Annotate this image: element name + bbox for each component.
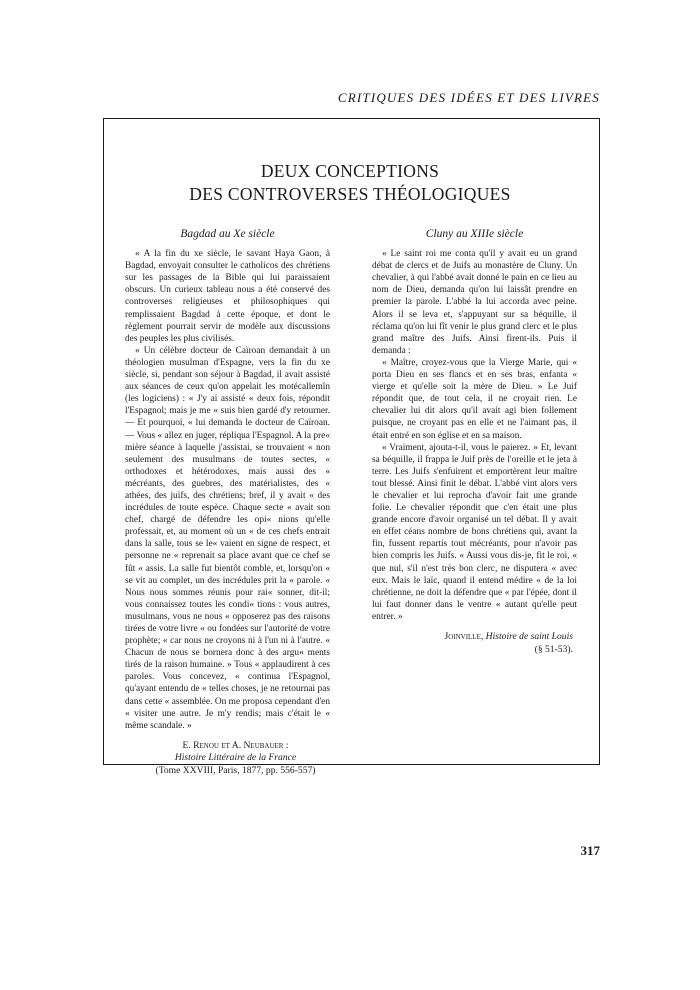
right-citation-ref: (§ 51-53). [534,643,573,655]
right-column-heading: Cluny au XIIIe siècle [425,228,524,240]
right-paragraph-1: « Le saint roi me conta qu'il y avait eu un grand débat de clercs et de Juifs au monastère de Cluny. Un chevalier, à qui l'abbé avait donné le pain en ce lieu au nom de Dieu, demanda qu'on lui laissât prendre en premier la parole. L'abbé la lui accorda avec peine. Alors il se leva et, s'appuyant sur sa béquille, il réclama qu'on lui fît venir le plus grand clerc et le plus grand maître des Juifs. Ainsi firent-ils. Puis il demanda : [372,249,577,356]
right-column [372,228,577,656]
left-column [125,228,330,777]
left-paragraph-1: « A la fin du xe siècle, le savant Haya Gaon, à Bagdad, envoyait consulter le catholicos des chrétiens sur les passages de la Bible qui lui paraissaient obscurs. Un curieux tableau nous a été conservé des controverses religieuses et philosophiques qui remplissaient Bagdad à cette époque, et dont le règlement pourrait servir de modèle aux discussions des peuples les plus civilisés. [125,249,330,344]
article-title [0,160,700,206]
right-citation [372,631,577,656]
left-citation-authors: E. Renou et A. Neubauer : [182,739,289,751]
left-paragraph-2: « Un célèbre docteur de Caïroan demandait à un théologien musulman d'Espagne, vers la fin du xe siècle, si, pendant son séjour à Bagdad, il avait assisté aux séances de ceux qu'on appelait les motécallemîn (les logiciens) : « J'y ai assisté « deux fois, répondit l'Espagnol; mais je me « suis bien gardé d'y retourner. — Et pourquoi, « lui demanda le docteur de Caïroan. — Vous « allez en juger, répliqua l'Espagnol. A la pre« mière séance à laquelle j'assistai, se trouvaient « non seulement des musulmans de toutes sectes, « orthodoxes et hétérodoxes, mais aussi des « mécréants, des guebres, des matérialistes, des « athées, des juifs, des chrétiens; bref, il y avait « des incrédules de toute espèce. Chaque secte « avait son chef, chargé de défendre les opi« nions qu'elle professait, et, au moment où un « de ces chefs entrait dans la salle, tous se le« vaient en signe de respect, et personne ne « reprenait sa place avant que ce chef se fût « assis. La salle fut bientôt comble, et, lorsqu'on « se vit au complet, un des incrédules prit la « parole. « Nous nous sommes réunis pour rai« sonner, dit-il; vous connaissez toutes les condi« tions : vous autres, musulmans, vous ne nous « opposerez pas des raisons tirées de votre livre « ou fondées sur l'autorité de votre prophète; « car nous ne croyons ni à l'un ni à l'autre. « Chacun de nous se bornera donc à des argu« ments tirés de la raison humaine. » Tous « applaudirent à ces paroles. Vous concevez, « continua l'Espagnol, qu'ayant entendu de « telles choses, je ne retournai pas dans cette « assemblée. On me proposa cependant d'en « visiter une autre. Je m'y rendis; mais c'était le « même scandale. » [125,345,330,731]
title-line-2: DES CONTROVERSES THÉOLOGIQUES [189,184,511,204]
running-head: CRITIQUES DES IDÉES ET DES LIVRES [337,90,600,105]
left-column-heading: Bagdad au Xe siècle [180,228,275,240]
page-number: 317 [580,843,600,858]
left-citation-ref: (Tome XXVIII, Paris, 1877, pp. 556-557) [155,764,316,776]
right-citation-author: Joinville, [444,631,484,642]
left-citation-work: Histoire Littéraire de la France [174,752,297,764]
title-line-1: DEUX CONCEPTIONS [260,161,440,181]
right-paragraph-2: « Maître, croyez-vous que la Vierge Marie, qui « porta Dieu en ses flancs et en ses bras, enfanta « vierge et qu'elle soit la mère de Dieu. » Le Juif répondit que, de tout cela, il ne croyait rien. Le chevalier lui dit alors qu'il avait agi bien follement puisque, ne croyant pas en elle et ne l'aimant pas, il était entré en son église et en sa maison. [372,357,577,441]
left-citation [125,740,330,778]
right-citation-work: Histoire de saint Louis [485,631,573,642]
right-paragraph-3: « Vraiment, ajouta-t-il, vous le paierez. » Et, levant sa béquille, il frappa le Juif près de l'oreille et le jeta à terre. Les Juifs s'enfuirent et emportèrent leur maître tout blessé. Ainsi finit le débat. L'abbé vint alors vers le chevalier et lui reprocha d'avoir fait une grande folie. Le chevalier répondit que c'en était une plus grande encore d'avoir organisé un tel débat. Il y avait en effet céans nombre de bons chrétiens qui, avant la fin, fussent repartis tout mécréants, pour n'avoir pas bien compris les Juifs. « Aussi vous dis-je, fit le roi, « que nul, s'il n'est très bon clerc, ne disputera « avec eux. Mais le laïc, quand il entend médire « de la loi chrétienne, ne doit la défendre que « par l'épée, dont il lui faut donner dans le ventre « autant qu'elle peut entrer. » [372,442,577,622]
